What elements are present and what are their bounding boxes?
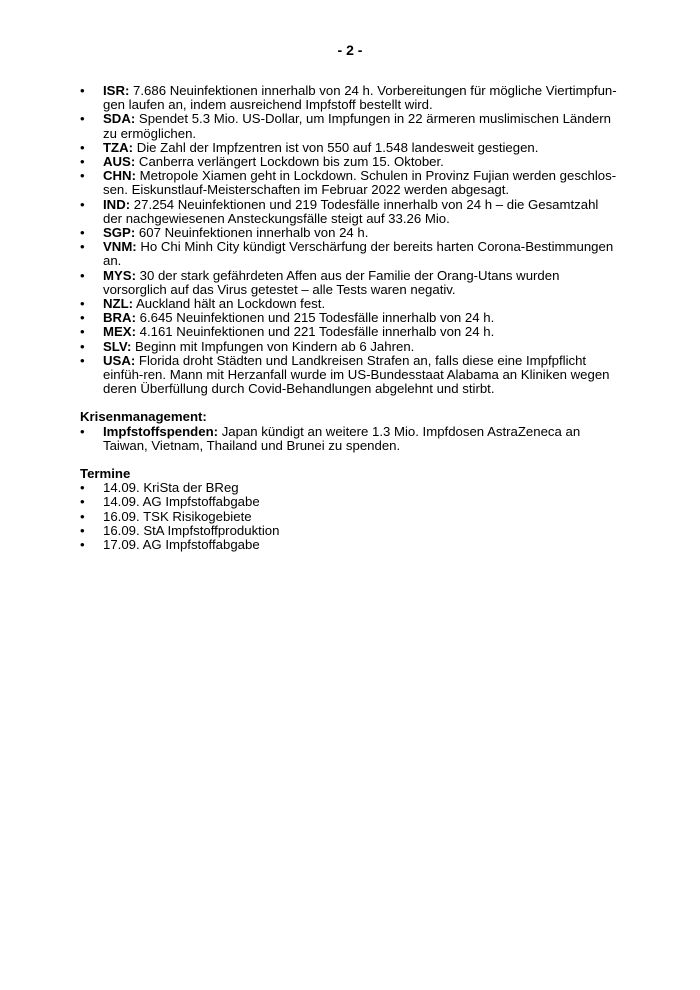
- bullet-icon: •: [80, 267, 85, 283]
- bullet-icon: •: [80, 154, 85, 170]
- list-item: [80, 240, 620, 268]
- list-item: [80, 141, 620, 155]
- bullet-icon: •: [80, 83, 85, 98]
- item-text: Beginn mit Impfungen von Kindern ab 6 Jahren.: [131, 338, 415, 354]
- country-code: IND:: [103, 196, 131, 212]
- country-code: MEX:: [103, 324, 136, 340]
- item-text: 30 der stark gefährdeten Affen aus der Familie der Orang-Utans wurden vorsorglich auf das Virus getestet – alle Tests waren negativ.: [103, 267, 560, 297]
- list-item: [80, 297, 620, 311]
- list-item: [80, 354, 620, 397]
- list-item: [80, 481, 620, 495]
- item-text: 607 Neuinfektionen innerhalb von 24 h.: [135, 225, 369, 241]
- country-code: BRA:: [103, 310, 136, 326]
- termin-text: 17.09. AG Impfstoffabgabe: [103, 537, 260, 553]
- termin-text: 14.09. AG Impfstoffabgabe: [103, 494, 260, 510]
- country-code: USA:: [103, 352, 136, 368]
- bullet-icon: •: [80, 239, 85, 255]
- item-text: Ho Chi Minh City kündigt Verschärfung der bereits harten Corona-Bestimmungen an.: [103, 239, 614, 269]
- item-label: Impfstoffspenden:: [103, 423, 219, 439]
- section-title-termine: Termine: [80, 466, 131, 482]
- bullet-icon: •: [80, 494, 85, 510]
- item-text: Metropole Xiamen geht in Lockdown. Schulen in Provinz Fujian werden geschlos-sen. Eiskunstlauf-Meisterschaften im Februar 2022 werden abgesagt.: [103, 168, 617, 198]
- country-update-list: [80, 84, 620, 396]
- section-gap: [80, 396, 620, 410]
- document-body: [80, 84, 620, 552]
- bullet-icon: •: [80, 508, 85, 524]
- item-text: Auckland hält an Lockdown fest.: [133, 296, 326, 312]
- list-item: [80, 340, 620, 354]
- country-code: NZL:: [103, 296, 134, 312]
- list-item: [80, 226, 620, 240]
- item-text: Spendet 5.3 Mio. US-Dollar, um Impfungen in 22 ärmeren muslimischen Ländern zu ermöglichen.: [103, 111, 611, 141]
- country-code: ISR:: [103, 83, 130, 98]
- country-code: SGP:: [103, 225, 136, 241]
- item-text: 27.254 Neuinfektionen und 219 Todesfälle innerhalb von 24 h – die Gesamtzahl der nachgewiesenen Ansteckungsfälle steigt auf 33.26 Mio.: [103, 196, 599, 226]
- bullet-icon: •: [80, 324, 85, 340]
- item-text: Canberra verlängert Lockdown bis zum 15. Oktober.: [135, 154, 444, 170]
- country-code: TZA:: [103, 139, 134, 155]
- item-text: Japan kündigt an weitere 1.3 Mio. Impfdosen AstraZeneca an Taiwan, Vietnam, Thailand und Brunei zu spenden.: [103, 423, 581, 453]
- country-code: CHN:: [103, 168, 136, 184]
- list-item: [80, 112, 620, 140]
- section-title-krisenmanagement: Krisenmanagement:: [80, 409, 207, 425]
- bullet-icon: •: [80, 196, 85, 212]
- list-item: [80, 538, 620, 552]
- bullet-icon: •: [80, 225, 85, 241]
- page-number: - 2 -: [337, 42, 363, 58]
- list-item: [80, 510, 620, 524]
- bullet-icon: •: [80, 537, 85, 553]
- country-code: VNM:: [103, 239, 137, 255]
- bullet-icon: •: [80, 139, 85, 155]
- bullet-icon: •: [80, 480, 85, 496]
- termine-list: [80, 481, 620, 552]
- list-item: [80, 325, 620, 339]
- item-text: Florida droht Städten und Landkreisen Strafen an, falls diese eine Impfpflicht einfüh-ren. Mann mit Herzanfall wurde im US-Bundesstaat Alabama an Kliniken wegen deren Überfüllung durch Covid-Behandlungen abgelehnt und stirbt.: [103, 352, 610, 397]
- item-text: 6.645 Neuinfektionen und 215 Todesfälle innerhalb von 24 h.: [135, 310, 495, 326]
- bullet-icon: •: [80, 338, 85, 354]
- country-code: MYS:: [103, 267, 136, 283]
- country-code: SLV:: [103, 338, 132, 354]
- termin-text: 14.09. KriSta der BReg: [103, 480, 239, 496]
- list-item: [80, 425, 620, 453]
- list-item: [80, 169, 620, 197]
- list-item: [80, 311, 620, 325]
- section-gap: [80, 453, 620, 467]
- bullet-icon: •: [80, 423, 85, 439]
- bullet-icon: •: [80, 352, 85, 368]
- item-text: Die Zahl der Impfzentren ist von 550 auf 1.548 landesweit gestiegen.: [133, 139, 539, 155]
- list-item: [80, 155, 620, 169]
- bullet-icon: •: [80, 296, 85, 312]
- list-item: [80, 198, 620, 226]
- bullet-icon: •: [80, 522, 85, 538]
- termin-text: 16.09. TSK Risikogebiete: [103, 508, 252, 524]
- item-text: 7.686 Neuinfektionen innerhalb von 24 h. Vorbereitungen für mögliche Viertimpfun-gen laufen an, indem ausreichend Impfstoff bestellt wird.: [103, 83, 617, 113]
- krisenmanagement-list: [80, 425, 620, 453]
- list-item: [80, 84, 620, 112]
- termin-text: 16.09. StA Impfstoffproduktion: [103, 522, 280, 538]
- list-item: [80, 269, 620, 297]
- bullet-icon: •: [80, 111, 85, 127]
- country-code: SDA:: [103, 111, 136, 127]
- country-code: AUS:: [103, 154, 136, 170]
- list-item: [80, 524, 620, 538]
- list-item: [80, 495, 620, 509]
- bullet-icon: •: [80, 168, 85, 184]
- item-text: 4.161 Neuinfektionen und 221 Todesfälle innerhalb von 24 h.: [135, 324, 495, 340]
- bullet-icon: •: [80, 310, 85, 326]
